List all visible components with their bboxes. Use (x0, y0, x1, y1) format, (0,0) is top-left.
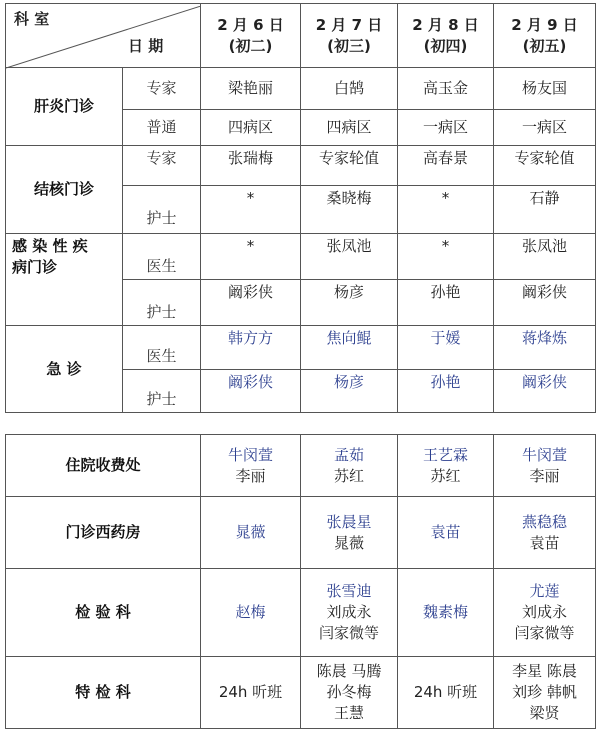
role-label: 专家 (123, 146, 201, 186)
role-label: 普通 (123, 110, 201, 146)
duty-cell: 24h 听班 (201, 657, 301, 729)
duty-cell: 高玉金 (398, 68, 494, 110)
dept-name: 住院收费处 (6, 435, 201, 497)
duty-cell: 蒋烽炼 (494, 326, 596, 370)
duty-cell: 梁艳丽 (201, 68, 301, 110)
duty-cell: 李星 陈晨 刘珍 韩帆 梁贤 (494, 657, 596, 729)
date-header: 2 月 7 日 (初三) (301, 4, 398, 68)
dept-name: 感 染 性 疾 病门诊 (6, 234, 123, 326)
role-label: 专家 (123, 68, 201, 110)
duty-cell: 杨彦 (301, 370, 398, 413)
role-label: 医生 (123, 234, 201, 280)
duty-cell: 白鹄 (301, 68, 398, 110)
duty-cell: 四病区 (301, 110, 398, 146)
duty-cell: 张凤池 (494, 234, 596, 280)
corner-cell (6, 4, 201, 68)
duty-cell: 晁薇 (201, 497, 301, 569)
duty-cell: 燕稳稳 袁苗 (494, 497, 596, 569)
duty-cell: 四病区 (201, 110, 301, 146)
table-row (6, 435, 596, 497)
duty-cell: 韩方方 (201, 326, 301, 370)
duty-cell: 焦向鲲 (301, 326, 398, 370)
duty-cell: * (398, 234, 494, 280)
duty-cell: 魏素梅 (398, 569, 494, 657)
duty-cell: * (201, 234, 301, 280)
duty-cell: 尤莲 刘成永 闫家微等 (494, 569, 596, 657)
duty-cell: * (398, 186, 494, 234)
table-row (6, 68, 596, 110)
duty-cell: 孙艳 (398, 280, 494, 326)
role-label: 护士 (123, 280, 201, 326)
duty-cell: 张凤池 (301, 234, 398, 280)
corner-dept-label: 科 室 (14, 9, 50, 28)
role-label: 护士 (123, 186, 201, 234)
duty-cell: 阚彩侠 (201, 370, 301, 413)
duty-cell: 陈晨 马腾 孙冬梅 王慧 (301, 657, 398, 729)
date-header: 2 月 6 日 (初二) (201, 4, 301, 68)
duty-cell: 张雪迪 刘成永 闫家微等 (301, 569, 398, 657)
duty-cell: 桑晓梅 (301, 186, 398, 234)
duty-cell: 阚彩侠 (201, 280, 301, 326)
duty-cell: 阚彩侠 (494, 280, 596, 326)
date-header: 2 月 9 日 (初五) (494, 4, 596, 68)
dept-name: 肝炎门诊 (6, 68, 123, 146)
duty-cell: 24h 听班 (398, 657, 494, 729)
date-header: 2 月 8 日 (初四) (398, 4, 494, 68)
table-row (6, 497, 596, 569)
duty-cell: 张晨星 晁薇 (301, 497, 398, 569)
dept-name: 急 诊 (6, 326, 123, 413)
duty-cell: 阚彩侠 (494, 370, 596, 413)
dept-name: 结核门诊 (6, 146, 123, 234)
duty-cell: 孙艳 (398, 370, 494, 413)
duty-cell: 石静 (494, 186, 596, 234)
duty-cell: 袁苗 (398, 497, 494, 569)
role-label: 医生 (123, 326, 201, 370)
duty-cell: 张瑞梅 (201, 146, 301, 186)
table-row (6, 326, 596, 370)
duty-cell: 专家轮值 (494, 146, 596, 186)
duty-cell: 孟茹 苏红 (301, 435, 398, 497)
table-row (6, 569, 596, 657)
duty-cell: 一病区 (494, 110, 596, 146)
duty-cell: 杨彦 (301, 280, 398, 326)
duty-cell: 一病区 (398, 110, 494, 146)
duty-cell: 牛闵萱 李丽 (494, 435, 596, 497)
table-row (6, 234, 596, 280)
duty-cell: 于媛 (398, 326, 494, 370)
corner-date-label: 日 期 (128, 36, 164, 55)
duty-cell: 王艺霖 苏红 (398, 435, 494, 497)
dept-name: 检 验 科 (6, 569, 201, 657)
duty-cell: 赵梅 (201, 569, 301, 657)
duty-cell: 高春景 (398, 146, 494, 186)
support-duty-table (5, 434, 596, 729)
duty-cell: 杨友国 (494, 68, 596, 110)
header-row (6, 4, 596, 68)
dept-name: 门诊西药房 (6, 497, 201, 569)
role-label: 护士 (123, 370, 201, 413)
dept-name: 特 检 科 (6, 657, 201, 729)
table-row (6, 657, 596, 729)
duty-cell: * (201, 186, 301, 234)
clinic-duty-table (5, 3, 596, 413)
duty-cell: 牛闵萱 李丽 (201, 435, 301, 497)
table-row (6, 146, 596, 186)
duty-cell: 专家轮值 (301, 146, 398, 186)
